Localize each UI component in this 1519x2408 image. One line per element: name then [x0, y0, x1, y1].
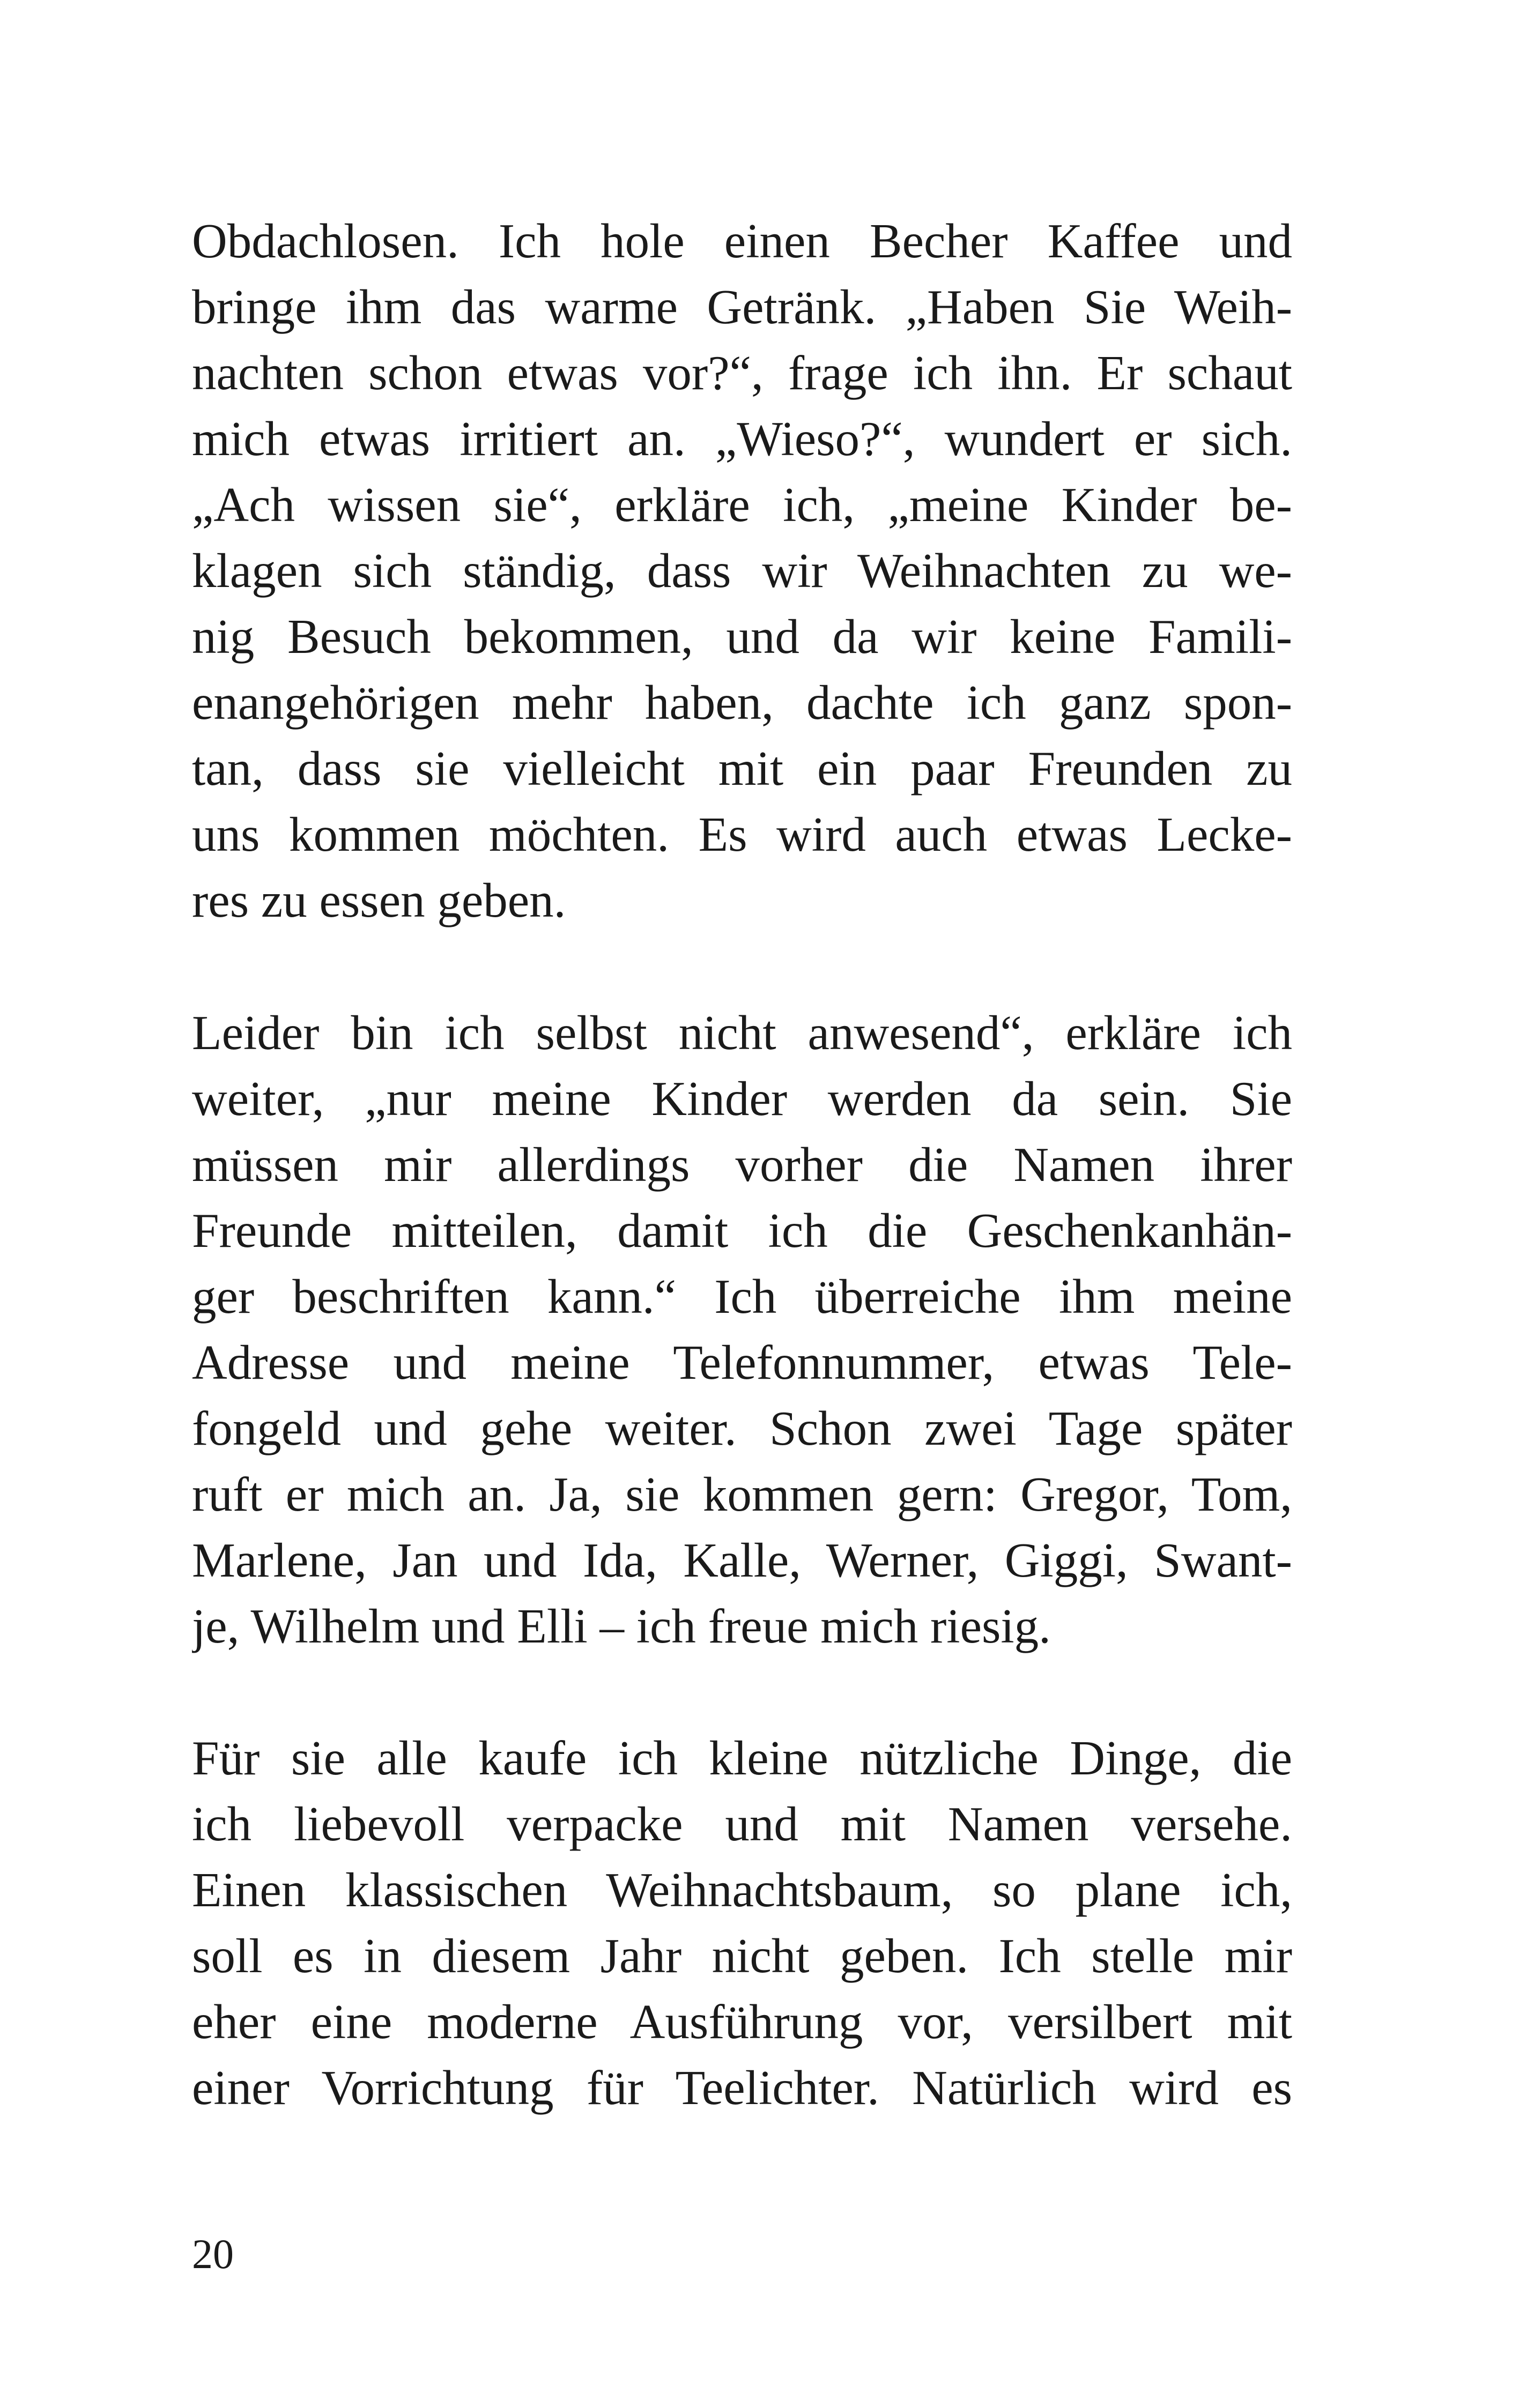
text-line: enangehörigen mehr haben, dachte ich ganz spon- — [192, 675, 1292, 730]
text-line: mich etwas irritiert an. „Wieso?“, wundert er sich. — [192, 412, 1292, 466]
text-line: nig Besuch bekommen, und da wir keine Famili- — [192, 610, 1292, 664]
text-line: nachten schon etwas vor?“, frage ich ihn. Er schaut — [192, 346, 1292, 400]
text-line: ich liebevoll verpacke und mit Namen versehe. — [192, 1797, 1292, 1851]
text-line: bringe ihm das warme Getränk. „Haben Sie Weih- — [192, 280, 1292, 334]
page-number: 20 — [192, 2231, 234, 2277]
text-line: fongeld und gehe weiter. Schon zwei Tage später — [192, 1401, 1292, 1455]
text-line: eher eine moderne Ausführung vor, versilbert mit — [192, 1995, 1292, 2049]
text-line: Einen klassischen Weihnachtsbaum, so plane ich, — [192, 1863, 1292, 1917]
text-line: einer Vorrichtung für Teelichter. Natürlich wird es — [192, 2061, 1292, 2115]
paragraph-3 — [192, 1725, 1292, 2121]
text-line: uns kommen möchten. Es wird auch etwas Lecke- — [192, 807, 1292, 861]
text-line: je, Wilhelm und Elli – ich freue mich riesig. — [192, 1599, 1051, 1653]
text-line: weiter, „nur meine Kinder werden da sein. Sie — [192, 1072, 1292, 1126]
paragraph-1 — [192, 208, 1292, 933]
text-line: müssen mir allerdings vorher die Namen ihrer — [192, 1138, 1292, 1192]
text-line: Für sie alle kaufe ich kleine nützliche Dinge, die — [192, 1731, 1292, 1785]
text-line: Adresse und meine Telefonnummer, etwas Tele- — [192, 1335, 1292, 1389]
text-line: soll es in diesem Jahr nicht geben. Ich stelle mir — [192, 1929, 1292, 1983]
text-line: res zu essen geben. — [192, 873, 566, 927]
text-line: ger beschriften kann.“ Ich überreiche ihm meine — [192, 1269, 1292, 1324]
text-line: Marlene, Jan und Ida, Kalle, Werner, Giggi, Swant- — [192, 1533, 1292, 1587]
text-line: tan, dass sie vielleicht mit ein paar Freunden zu — [192, 741, 1292, 796]
text-line: Freunde mitteilen, damit ich die Geschenkanhän- — [192, 1203, 1292, 1258]
text-line: klagen sich ständig, dass wir Weihnachten zu we- — [192, 544, 1292, 598]
text-line: Leider bin ich selbst nicht anwesend“, erkläre ich — [192, 1006, 1292, 1060]
text-line: Obdachlosen. Ich hole einen Becher Kaffee und — [192, 214, 1292, 268]
paragraph-2 — [192, 1000, 1292, 1659]
text-line: „Ach wissen sie“, erkläre ich, „meine Kinder be- — [192, 478, 1292, 532]
text-line: ruft er mich an. Ja, sie kommen gern: Gregor, Tom, — [192, 1467, 1292, 1521]
